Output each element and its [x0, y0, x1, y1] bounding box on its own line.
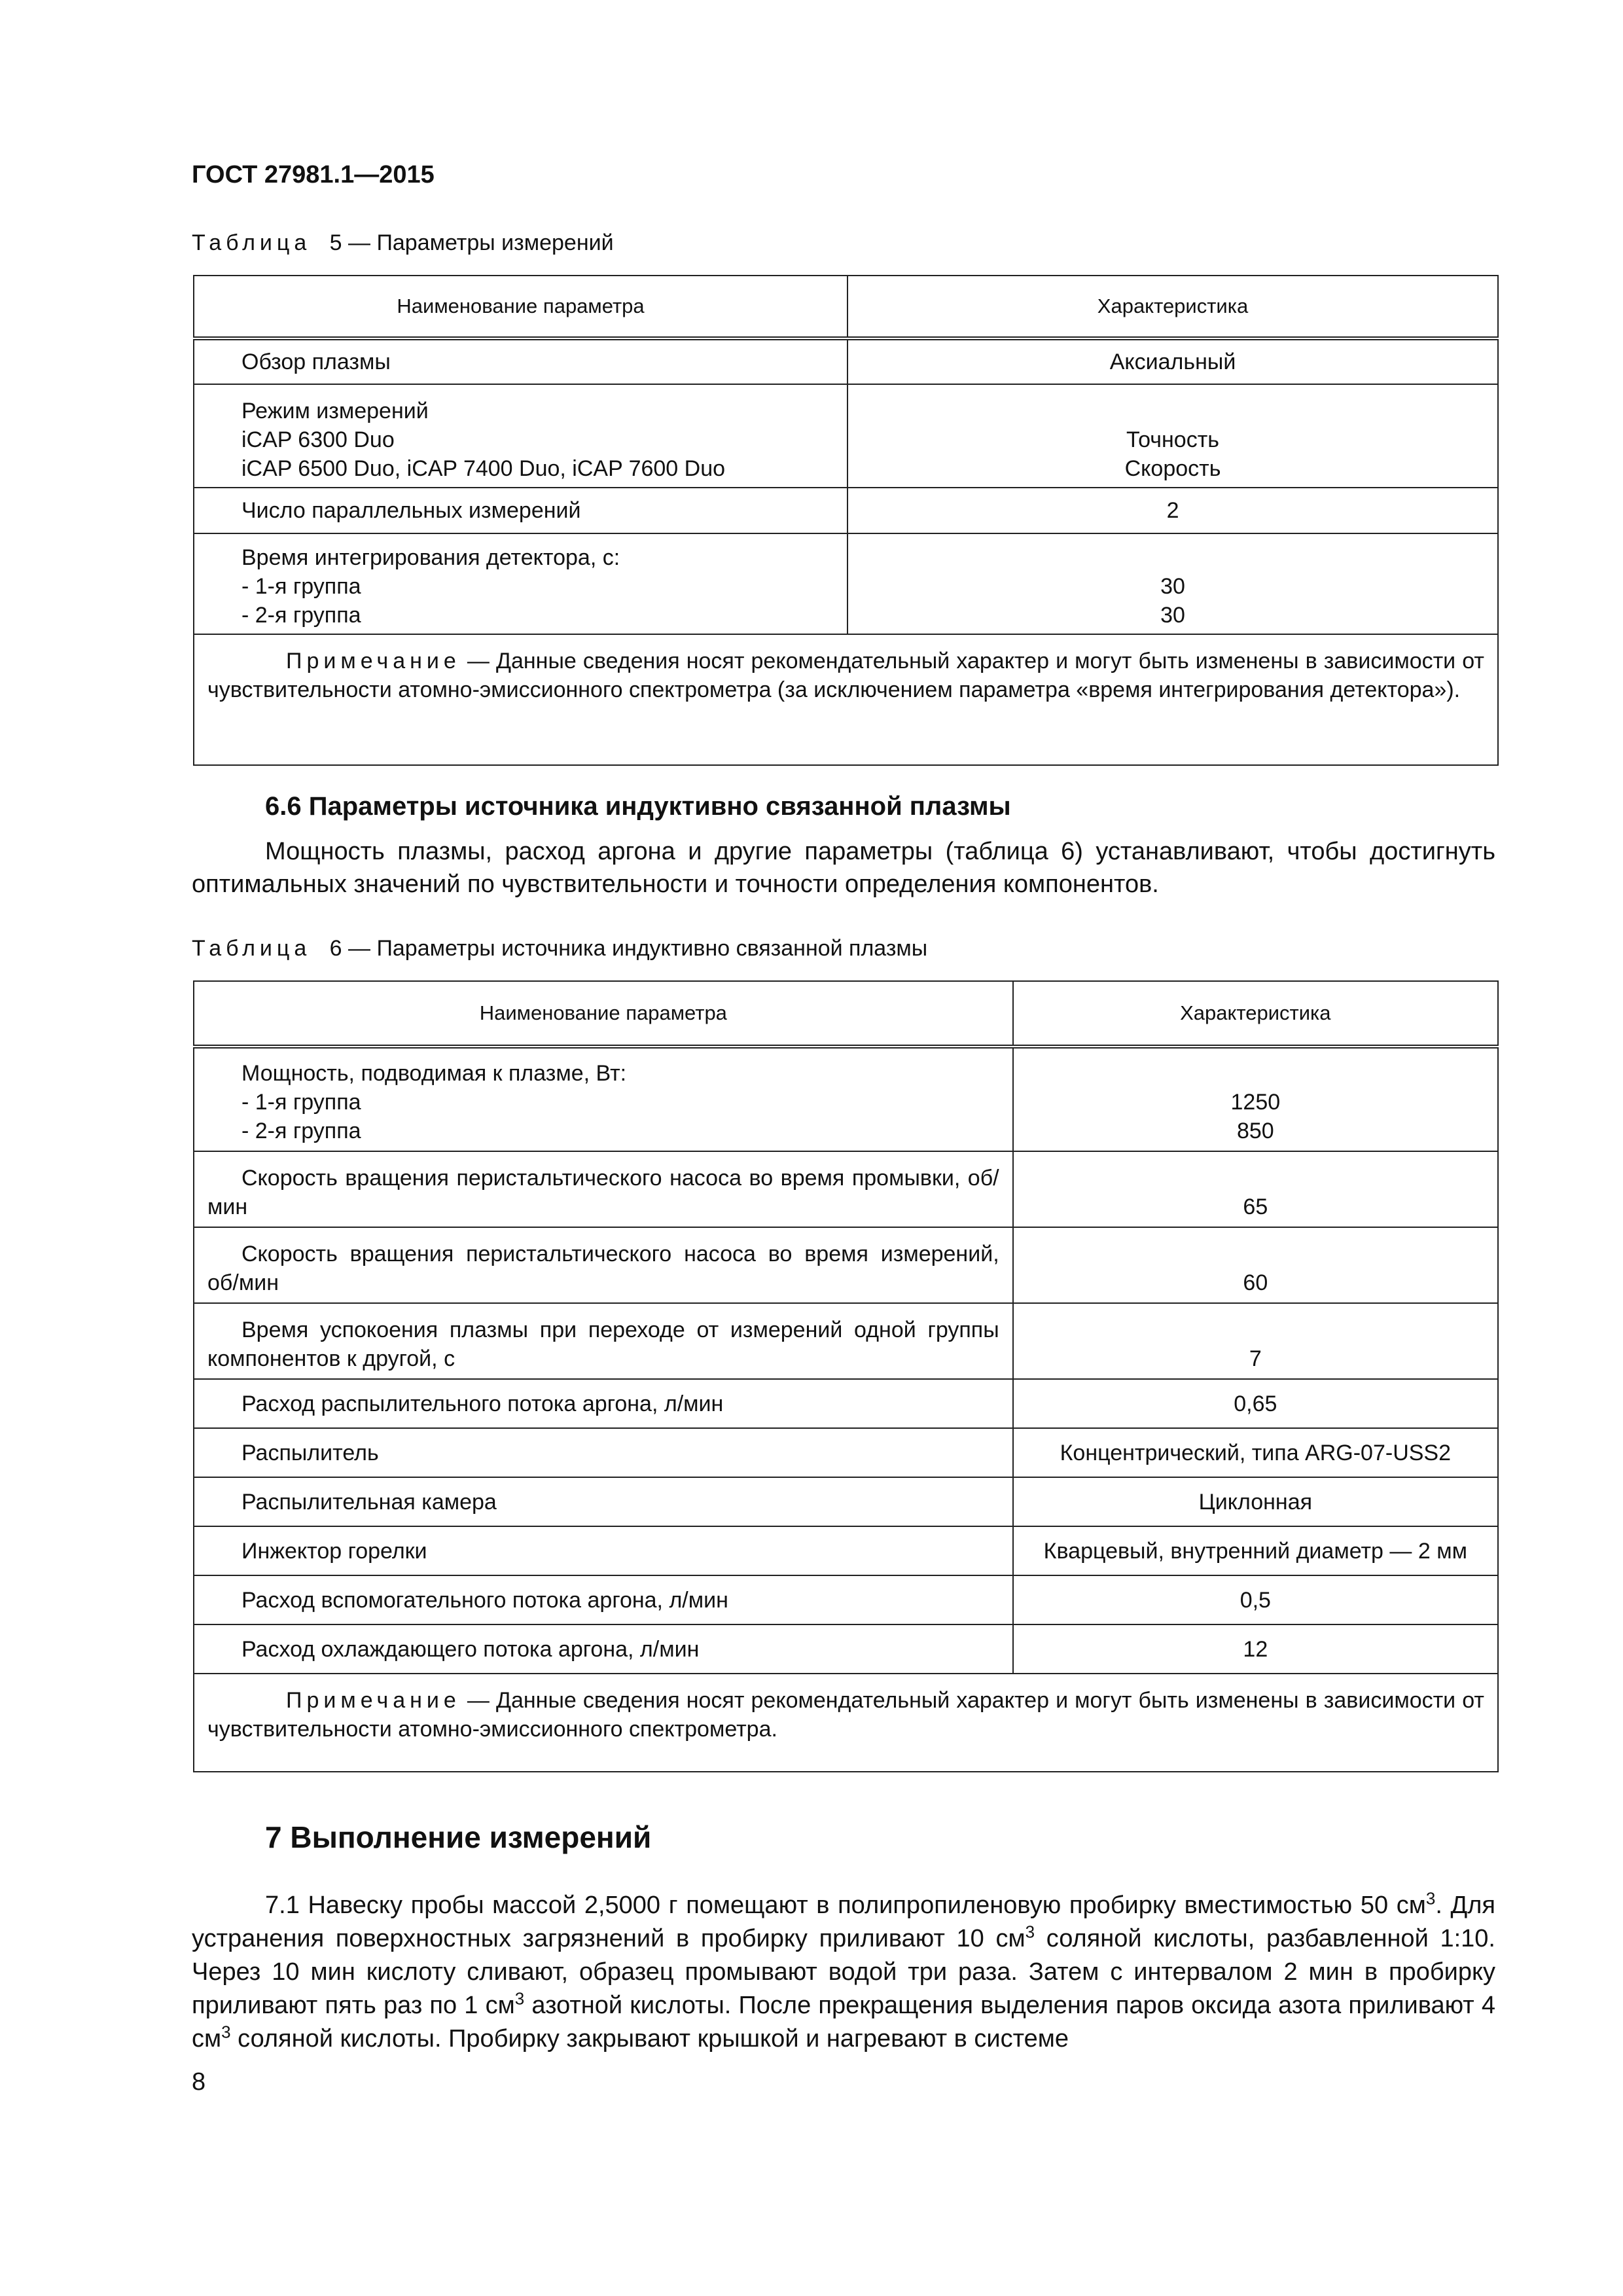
table6-note [194, 1674, 1498, 1772]
param-name: Режим измерений iCAP 6300 Duo iCAP 6500 Duo, iCAP 7400 Duo, iCAP 7600 Duo [194, 384, 847, 488]
superscript: 3 [514, 1988, 525, 2009]
superscript: 3 [1425, 1888, 1436, 1909]
text-run: соляной кислоты. Пробирку закрывают крышкой и нагревают в системе [230, 2025, 1069, 2053]
table6-title: 6 — Параметры источника индуктивно связанной плазмы [329, 936, 928, 961]
section-6-6-title: 6.6 Параметры источника индуктивно связанной плазмы [265, 792, 1011, 821]
table-row [194, 1047, 1498, 1151]
param-value: Аксиальный [847, 338, 1498, 384]
note-label: Примечание [286, 649, 461, 673]
table-row [194, 488, 1498, 533]
standard-code: ГОСТ 27981.1—2015 [192, 161, 435, 188]
note-text: — Данные сведения носят рекомендательный характер и могут быть изменены в зависимости от чувствительности атомно-эмиссионного спектрометра (за исключением параметра «время интегрирования детектора»). [207, 649, 1484, 702]
section-6-6-text: Мощность плазмы, расход аргона и другие параметры (таблица 6) устанавливают, чтобы достигнуть оптимальных значений по чувствительности и точности определения компонентов. [192, 838, 1495, 898]
table6-label: Таблица [192, 936, 312, 961]
param-name: Расход охлаждающего потока аргона, л/мин [194, 1624, 1013, 1674]
superscript: 3 [1025, 1922, 1035, 1942]
table5-col2-header: Характеристика [847, 276, 1498, 338]
table-row [194, 1526, 1498, 1575]
table-row [194, 338, 1498, 384]
param-value: 1250 850 [1013, 1047, 1498, 1151]
section-7-title: 7 Выполнение измерений [265, 1820, 652, 1854]
table6-note-row [194, 1674, 1498, 1772]
superscript: 3 [221, 2022, 231, 2042]
param-value: 30 30 [847, 533, 1498, 634]
table6-caption [192, 936, 927, 961]
param-name: Обзор плазмы [194, 338, 847, 384]
note-label: Примечание [286, 1688, 461, 1713]
param-value: Кварцевый, внутренний диаметр — 2 мм [1013, 1526, 1498, 1575]
param-name: Скорость вращения перистальтического насоса во время промывки, об/мин [194, 1151, 1013, 1227]
param-value: 60 [1013, 1227, 1498, 1303]
table-row [194, 1303, 1498, 1379]
param-value: Циклонная [1013, 1477, 1498, 1526]
table6-col1-header: Наименование параметра [194, 981, 1013, 1047]
param-value: 7 [1013, 1303, 1498, 1379]
table5-col1-header: Наименование параметра [194, 276, 847, 338]
param-name: Расход вспомогательного потока аргона, л/мин [194, 1575, 1013, 1624]
table-row [194, 1428, 1498, 1477]
param-name: Время успокоения плазмы при переходе от измерений одной группы компонентов к другой, с [194, 1303, 1013, 1379]
param-name: Инжектор горелки [194, 1526, 1013, 1575]
param-name: Число параллельных измерений [194, 488, 847, 533]
section-7-1-text [192, 1889, 1495, 2056]
table-row [194, 1151, 1498, 1227]
param-value: 0,65 [1013, 1379, 1498, 1428]
text-run: . Для устранения поверхностных загрязнений в пробирку приливают 10 см [192, 1892, 1495, 1952]
text-run: азотной кислоты. После прекращения выделения паров оксида азота приливают 4 см [192, 1992, 1495, 2053]
table5 [193, 275, 1499, 766]
table6 [193, 980, 1499, 1772]
table-row [194, 384, 1498, 488]
text-run: 7.1 Навеску пробы массой 2,5000 г помещают в полипропиленовую пробирку вместимостью 50 см [265, 1892, 1426, 1919]
param-value: 12 [1013, 1624, 1498, 1674]
text-run: соляной кислоты, разбавленной 1:10. Через 10 мин кислоту сливают, образец промывают водой три раза. Затем с интервалом 2 мин в пробирку приливают пять раз по 1 см [192, 1925, 1495, 2019]
table-row [194, 533, 1498, 634]
note-text: — Данные сведения носят рекомендательный характер и могут быть изменены в зависимости от чувствительности атомно-эмиссионного спектрометра. [207, 1688, 1484, 1742]
table-row [194, 1379, 1498, 1428]
param-value: Точность Скорость [847, 384, 1498, 488]
table6-col2-header: Характеристика [1013, 981, 1498, 1047]
table5-note-row [194, 634, 1498, 765]
page-number: 8 [192, 2068, 206, 2096]
param-value: Концентрический, типа ARG-07-USS2 [1013, 1428, 1498, 1477]
param-name: Скорость вращения перистальтического насоса во время измерений, об/мин [194, 1227, 1013, 1303]
table5-title: 5 — Параметры измерений [329, 230, 614, 255]
table6-header-row [194, 981, 1498, 1047]
param-value: 65 [1013, 1151, 1498, 1227]
param-name: Распылитель [194, 1428, 1013, 1477]
param-value: 2 [847, 488, 1498, 533]
table5-note [194, 634, 1498, 765]
param-name: Время интегрирования детектора, с: - 1-я группа - 2-я группа [194, 533, 847, 634]
param-value: 0,5 [1013, 1575, 1498, 1624]
param-name: Распылительная камера [194, 1477, 1013, 1526]
table5-caption [192, 230, 614, 256]
param-name: Мощность, подводимая к плазме, Вт: - 1-я группа - 2-я группа [194, 1047, 1013, 1151]
table-row [194, 1624, 1498, 1674]
param-name: Расход распылительного потока аргона, л/мин [194, 1379, 1013, 1428]
table-row [194, 1575, 1498, 1624]
table-row [194, 1477, 1498, 1526]
table-row [194, 1227, 1498, 1303]
table5-label: Таблица [192, 230, 312, 255]
table5-header-row [194, 276, 1498, 338]
